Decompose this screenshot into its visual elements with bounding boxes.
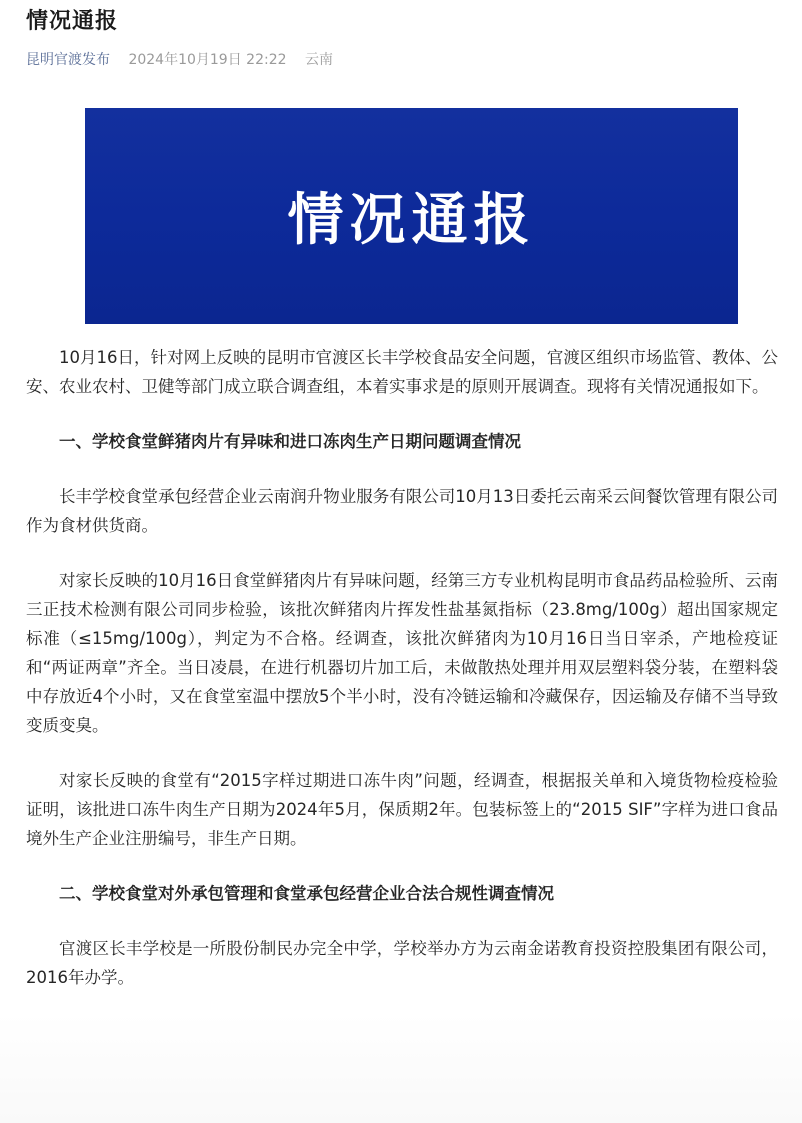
paragraph: 官渡区长丰学校是一所股份制民办完全中学，学校举办方为云南金诺教育投资控股集团有限公司，2016年办学。 [26,939,778,987]
publish-location: 云南 [304,52,333,68]
paragraph: 对家长反映的食堂有“2015字样过期进口冻牛肉”问题，经调查，根据报关单和入境货物检疫检验证明，该批进口冻牛肉生产日期为2024年5月，保质期2年。包装标签上的“2015 SIF”字样为进口食品境外生产企业注册编号，非生产日期。 [26,771,778,848]
banner-title: 情况通报 [287,188,536,253]
paragraph-intro: 10月16日，针对网上反映的昆明市官渡区长丰学校食品安全问题，官渡区组织市场监管、教体、公安、农业农村、卫健等部门成立联合调查组，本着实事求是的原则开展调查。现将有关情况通报如下。 [26,348,778,396]
section-heading-2: 二、学校食堂对外承包管理和食堂承包经营企业合法合规性调查情况 [59,884,554,903]
bottom-fade-overlay [0,1013,802,1123]
paragraph: 对家长反映的10月16日食堂鲜猪肉片有异味问题，经第三方专业机构昆明市食品药品检验所、云南三正技术检测有限公司同步检验，该批次鲜猪肉片挥发性盐基氮指标（23.8mg/100g）超出国家规定标准（≤15mg/100g），判定为不合格。经调查，该批次鲜猪肉为10月16日当日宰杀，产地检疫证和“两证两章”齐全。当日凌晨，在进行机器切片加工后，未做散热处理并用双层塑料袋分装，在塑料袋中存放近4个小时，又在食堂室温中摆放5个半小时，没有冷链运输和冷藏保存，因运输及存储不当导致变质变臭。 [26,571,778,735]
paragraph: 长丰学校食堂承包经营企业云南润升物业服务有限公司10月13日委托云南采云间餐饮管理有限公司作为食材供货商。 [26,487,778,535]
publish-datetime: 2024年10月19日 22:22 [128,52,287,68]
article-title: 情况通报 [26,9,119,34]
banner-image [85,108,738,324]
section-heading-1: 一、学校食堂鲜猪肉片有异味和进口冻肉生产日期问题调查情况 [59,432,521,451]
article-body [26,343,778,992]
account-name-link[interactable]: 昆明官渡发布 [26,52,110,68]
article-meta [26,49,333,69]
